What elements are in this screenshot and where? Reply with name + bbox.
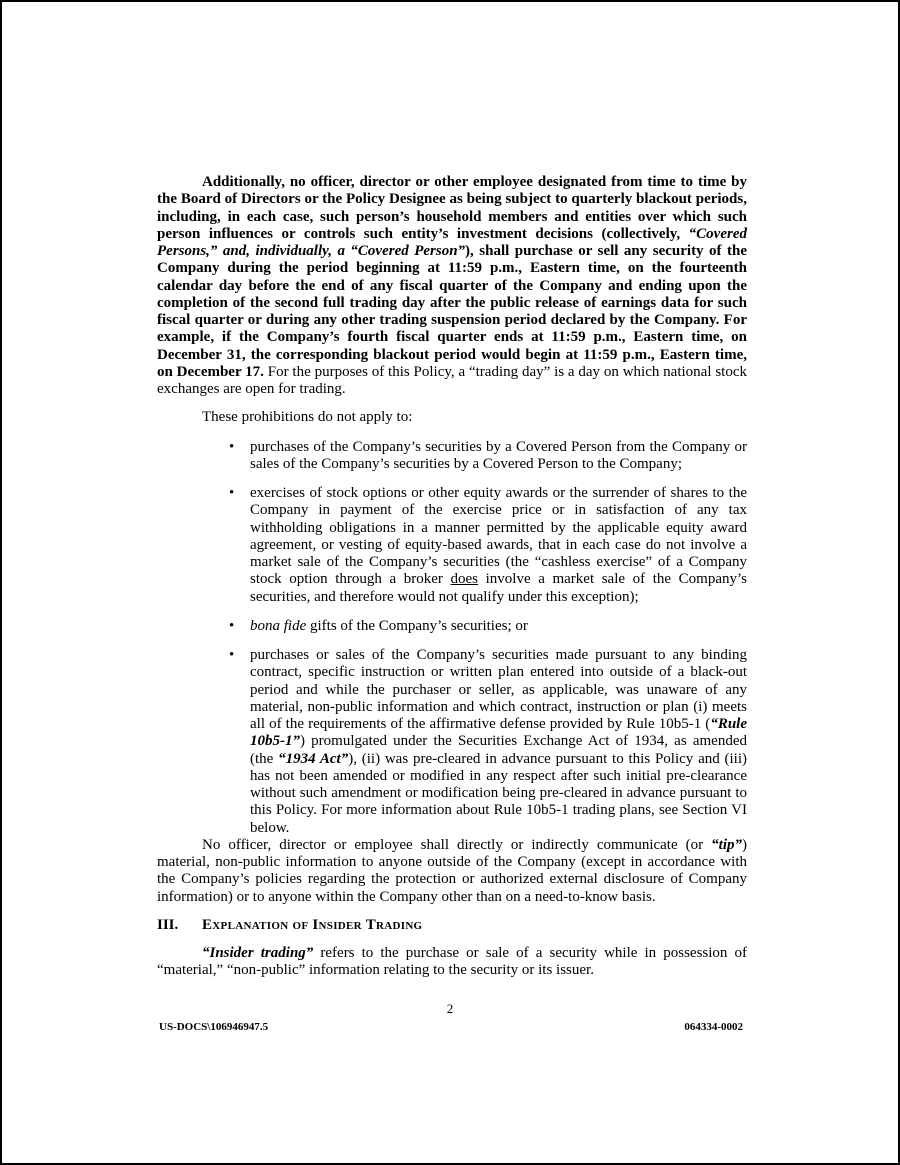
bullet-text: [250, 618, 747, 635]
underlined-does: does: [450, 571, 478, 588]
text-run-gifts: gifts of the Company’s securities; or: [306, 617, 528, 634]
page-footer: [159, 1021, 743, 1033]
bullet-item-bona-fide-gifts: [229, 618, 747, 635]
paragraph-insider-trading-definition: [157, 945, 747, 980]
document-body: [157, 174, 747, 980]
bullet-icon: •: [229, 438, 235, 455]
italic-bona-fide: bona fide: [250, 617, 307, 634]
text-run-blackout-intro: Additionally, no officer, director or other employee designated from time to time by the Board of Directors or the Policy Designee as being subject to quarterly blackout periods, including, in each case, such person’s household members and entities over which such person influences or controls such entity’s investment decisions (collectively,: [157, 174, 747, 242]
text-run-blackout-main: ), shall purchase or sell any security of the Company during the period beginning at 11:59 p.m., Eastern time, on the fourteenth calendar day before the end of any fiscal quarter of the Company and ending upon the completion of the second full trading day after the public release of earnings data for such fiscal quarter or during any other trading suspension period declared by the Company. For example, if the Company’s fourth fiscal quarter ends at 11:59 p.m., Eastern time, on December 31, the corresponding blackout period would begin at 11:59 p.m., Eastern time, on December 17.: [157, 243, 747, 380]
tip-term: “tip”: [711, 836, 742, 853]
text-run-plan-pre: purchases or sales of the Company’s securities made pursuant to any binding contract, specific instruction or written plan entered into outside of a black-out period and while the purchaser or seller, as applicable, was unaware of any material, non-public information and which contract, instruction or plan (i) meets all of the requirements of the affirmative defense provided by Rule 10b5-1 (: [250, 647, 747, 732]
text-run-tip-post: ) material, non-public information to anyone outside of the Company (except in accordance with the Company’s policies regarding the protection or authorized external disclosure of Company information) or to anyone within the Company other than on a need-to-know basis.: [157, 836, 747, 905]
rule-10b5-1-term: “Rule 10b5-1”: [250, 716, 747, 750]
bullet-icon: •: [229, 617, 235, 634]
paragraph-tipping: [157, 837, 747, 906]
paragraph-blackout-policy: [157, 174, 747, 398]
bullet-icon: •: [229, 647, 235, 663]
text-run-options-post: involve a market sale of the Company’s securities, and therefore would not qualify under this exception);: [250, 571, 748, 605]
paragraph-prohibitions-intro: [157, 409, 747, 426]
bullet-item-rule-10b5-1: [229, 647, 747, 837]
section-title: Explanation of Insider Trading: [202, 916, 423, 933]
text-run-prohibitions: These prohibitions do not apply to:: [202, 409, 413, 426]
section-number: III.: [157, 916, 179, 933]
bullet-text: [250, 647, 747, 837]
footer-doc-id: US-DOCS\106946947.5: [159, 1021, 269, 1033]
text-run-trading-day: For the purposes of this Policy, a “trading day” is a day on which national stock exchanges are open for trading.: [157, 363, 747, 397]
exceptions-bullet-list: [157, 439, 747, 837]
bullet-icon: •: [229, 485, 235, 501]
bullet-item-stock-options: [229, 485, 747, 606]
section-heading-iii: [157, 917, 747, 934]
text-run-plan-post: ), (ii) was pre-cleared in advance pursuant to this Policy and (iii) has not been amended or modified in any respect after such initial pre-clearance without such amendment or modification being pre-cleared in advance pursuant to this Policy. For more information about Rule 10b5-1 trading plans, see Section VI below.: [250, 750, 748, 836]
insider-trading-term: “Insider trading”: [202, 945, 314, 961]
bullet-text: purchases of the Company’s securities by a Covered Person from the Company or sales of the Company’s securities by a Covered Person to the Company;: [250, 438, 747, 472]
bullet-text: [250, 485, 747, 606]
covered-person-definition: “Covered Persons,” and, individually, a “Covered Person”: [157, 225, 747, 259]
text-run-tip-pre: No officer, director or employee shall directly or indirectly communicate (or: [202, 836, 712, 853]
text-run-options-pre: exercises of stock options or other equity awards or the surrender of shares to the Company in payment of the exercise price or in satisfaction of any tax withholding obligations in a manner permitted by the applicable equity award agreement, or vesting of equity-based awards, that in each case do not involve a market sale of the Company’s securities (the “cashless exercise” of a Company stock option through a broker: [250, 485, 747, 588]
text-run-insider-rest: refers to the purchase or sale of a security while in possession of “material,” “non-public” information relating to the security or its issuer.: [157, 945, 747, 979]
text-run-plan-mid: ) promulgated under the Securities Exchange Act of 1934, as amended (the: [250, 733, 747, 767]
bullet-item-purchases-sales: [229, 439, 747, 474]
page-number: 2: [446, 1001, 454, 1016]
footer-matter-number: 064334-0002: [684, 1021, 743, 1033]
act-1934-term: “1934 Act”: [278, 750, 349, 767]
